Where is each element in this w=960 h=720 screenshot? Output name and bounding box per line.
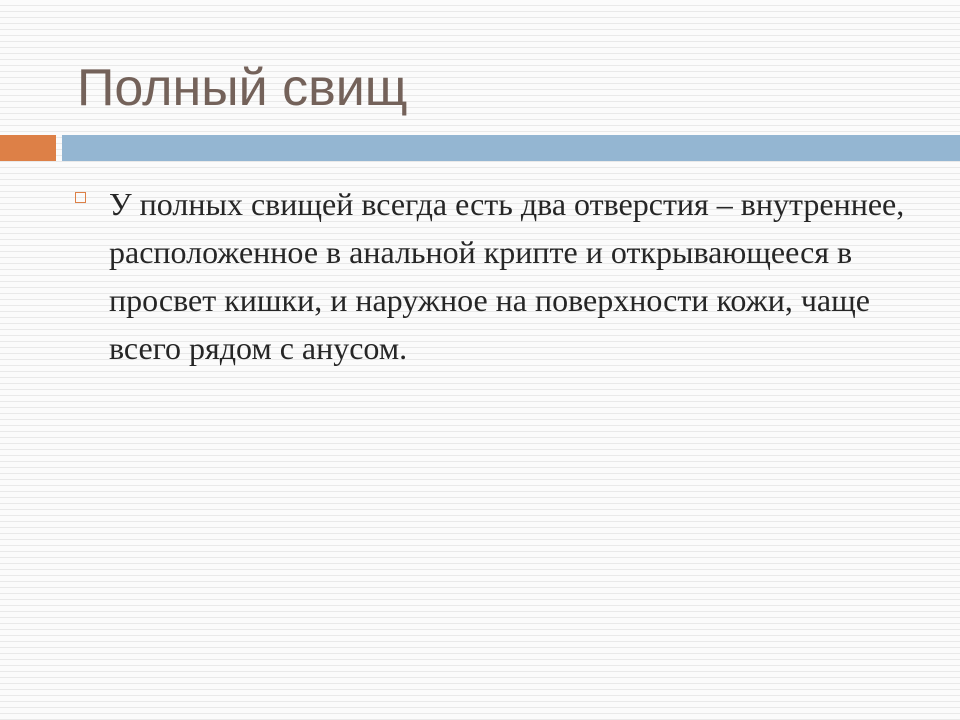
bullet-item (72, 180, 912, 372)
title-accent-bar-orange (0, 135, 56, 161)
title-accent-bar-blue (62, 135, 960, 161)
slide-content (72, 180, 912, 372)
bullet-text: У полных свищей всегда есть два отверстия – внутреннее, расположенное в анальной крипте и открывающееся в просвет кишки, и наружное на поверхности кожи, чаще всего рядом с анусом. (109, 186, 905, 366)
slide-title: Полный свищ (77, 59, 408, 117)
hollow-square-bullet-icon (75, 192, 86, 203)
